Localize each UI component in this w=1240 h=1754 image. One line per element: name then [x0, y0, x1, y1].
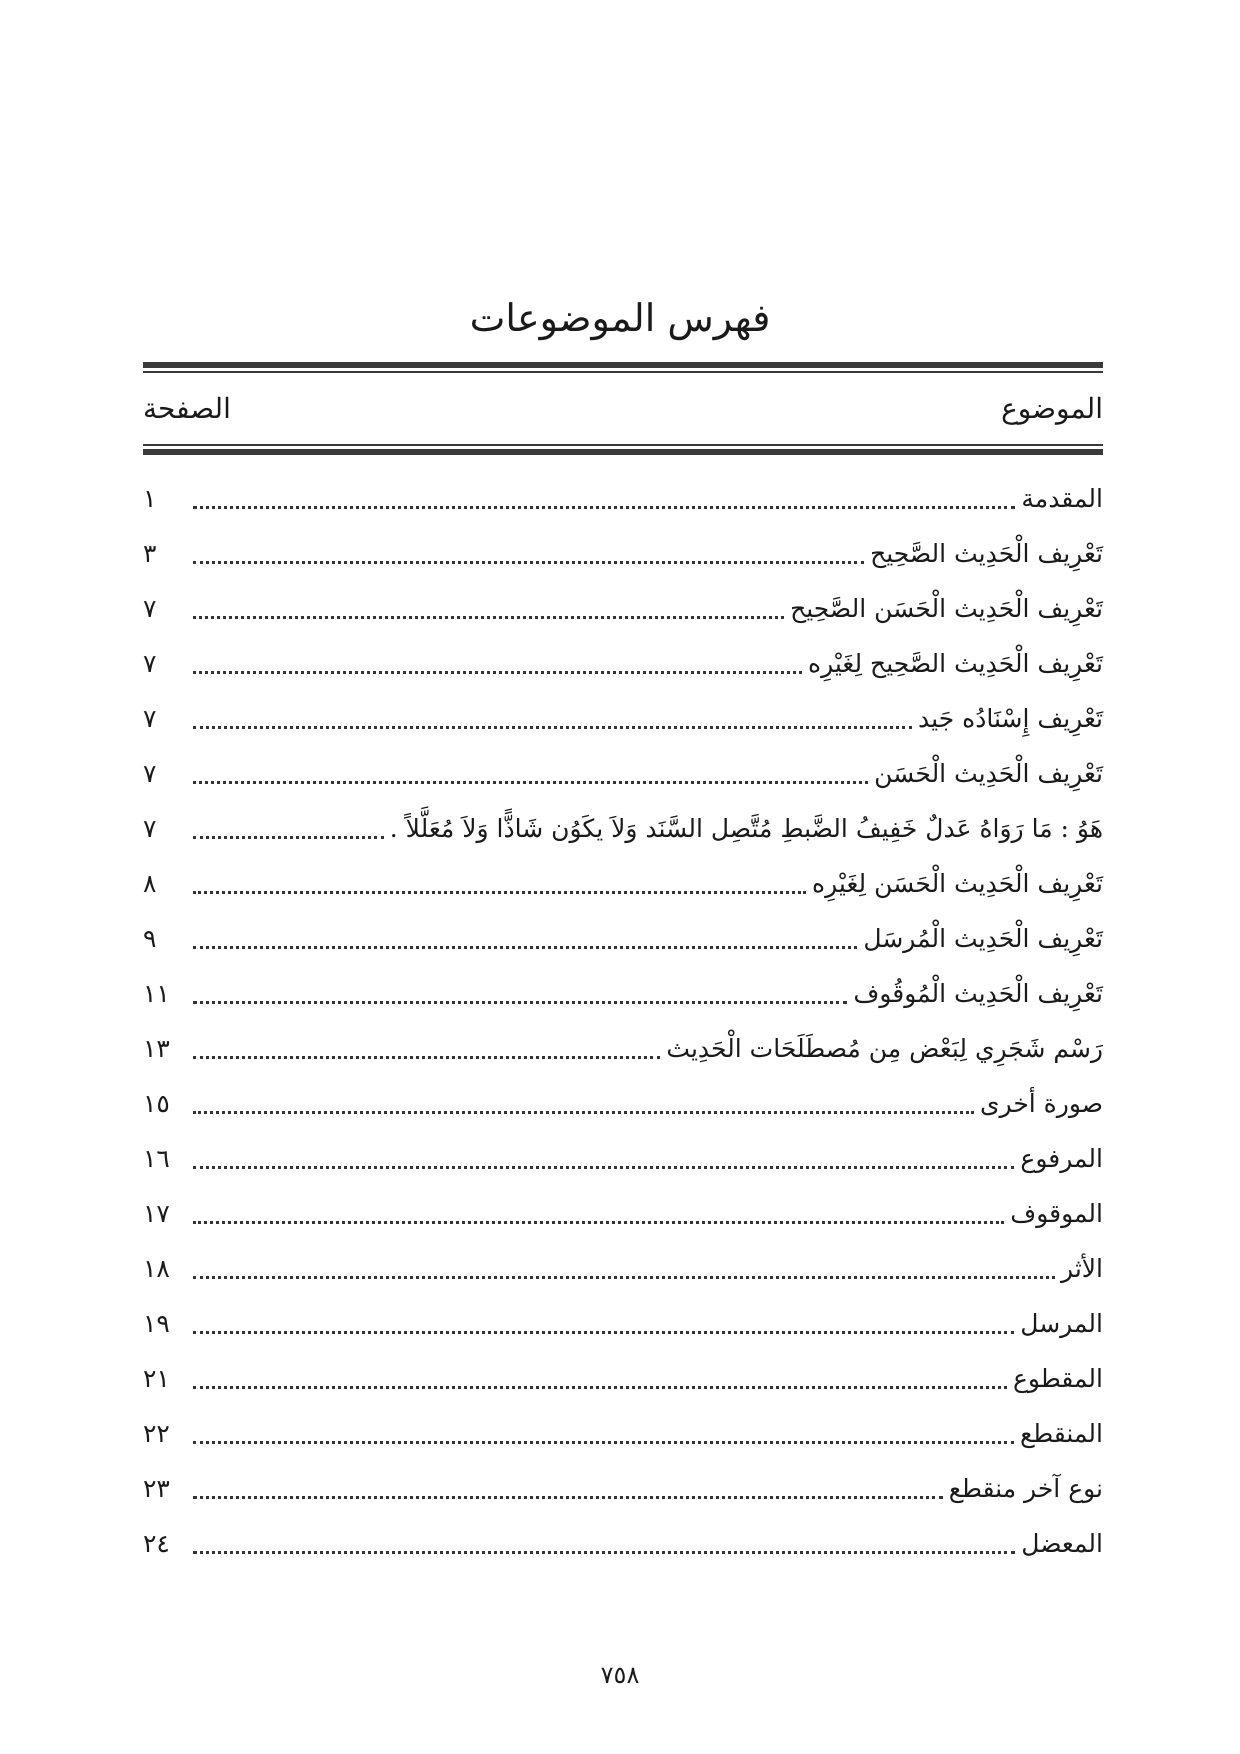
dot-leader	[193, 1055, 660, 1059]
dot-leader	[193, 505, 1015, 509]
page-title: فهرس الموضوعات	[469, 296, 771, 340]
toc-entry-title: المنقطع	[1019, 1419, 1103, 1448]
dot-leader	[193, 890, 806, 894]
toc-list	[143, 464, 1103, 1564]
toc-entry	[143, 1454, 1103, 1509]
topic-column-header: الموضوع	[1001, 392, 1103, 425]
toc-entry-page: ١٩	[143, 1309, 170, 1338]
toc-entry-page: ٢٢	[143, 1419, 170, 1448]
dot-leader	[193, 1385, 1007, 1389]
toc-entry-page: ٨	[143, 869, 157, 898]
toc-entry	[143, 794, 1103, 849]
dot-leader	[193, 1110, 974, 1114]
toc-entry-page: ١٧	[143, 1199, 170, 1228]
toc-entry-title: المقدمة	[1021, 484, 1103, 513]
rule-thin-line	[143, 444, 1103, 446]
toc-entry	[143, 629, 1103, 684]
toc-entry-page: ٧	[143, 814, 157, 843]
toc-entry-title: الموقوف	[1010, 1199, 1103, 1228]
dot-leader	[193, 1220, 1004, 1224]
toc-entry-title: صورة أخرى	[979, 1089, 1103, 1118]
toc-entry	[143, 1399, 1103, 1454]
dot-leader	[193, 780, 868, 784]
toc-entry-title: المرفوع	[1020, 1144, 1103, 1173]
toc-entry-page: ٧	[143, 649, 157, 678]
toc-entry	[143, 1509, 1103, 1564]
toc-entry-title: تَعْرِيف الْحَدِيث الْمُوقُوف	[853, 979, 1103, 1008]
toc-entry-page: ١٥	[143, 1089, 170, 1118]
toc-entry-page: ٩	[143, 924, 157, 953]
toc-entry	[143, 739, 1103, 794]
toc-entry-page: ٧	[143, 594, 157, 623]
toc-entry-title: المرسل	[1020, 1309, 1103, 1338]
dot-leader	[193, 1000, 847, 1004]
dot-leader	[193, 835, 384, 839]
toc-entry-page: ٢٤	[143, 1529, 170, 1558]
toc-entry-page: ١٨	[143, 1254, 170, 1283]
toc-entry-title: الأثر	[1061, 1254, 1103, 1283]
toc-entry	[143, 1069, 1103, 1124]
toc-entry-title: تَعْرِيف الْحَدِيث الْحَسَن	[874, 759, 1103, 788]
toc-entry	[143, 1289, 1103, 1344]
toc-entry-title: المقطوع	[1012, 1364, 1103, 1393]
toc-entry	[143, 1014, 1103, 1069]
toc-entry	[143, 684, 1103, 739]
toc-entry-page: ٧	[143, 759, 157, 788]
toc-entry-title: تَعْرِيف الْحَدِيث الْحَسَن الصَّحِيح	[790, 594, 1103, 623]
dot-leader	[193, 725, 912, 729]
toc-entry	[143, 464, 1103, 519]
toc-entry	[143, 1179, 1103, 1234]
dot-leader	[193, 1495, 943, 1499]
toc-entry-title: المعضل	[1021, 1529, 1103, 1558]
dot-leader	[193, 1165, 1014, 1169]
toc-entry-page: ١٦	[143, 1144, 170, 1173]
rule-thick-line	[143, 362, 1103, 368]
toc-entry-title: رَسْم شَجَرِي لِبَعْض مِن مُصطَلَحَات الْحَدِيث	[666, 1034, 1103, 1063]
toc-entry-page: ٢٣	[143, 1474, 170, 1503]
dot-leader	[193, 670, 802, 674]
toc-entry	[143, 519, 1103, 574]
dot-leader	[193, 1440, 1014, 1444]
header-top-rule	[143, 362, 1103, 376]
toc-entry	[143, 959, 1103, 1014]
toc-entry-title: تَعْرِيف الْحَدِيث الْحَسَن لِغَيْرِه	[812, 869, 1103, 898]
page-number: ٧٥٨	[600, 1661, 640, 1689]
toc-entry	[143, 574, 1103, 629]
toc-entry-title: تَعْرِيف الْحَدِيث الصَّحِيح	[870, 539, 1103, 568]
toc-column-headers	[143, 384, 1103, 434]
toc-entry-title: تَعْرِيف الْحَدِيث الصَّحِيح لِغَيْرِه	[808, 649, 1103, 678]
toc-entry-page: ١٣	[143, 1034, 170, 1063]
toc-entry-page: ١	[143, 484, 157, 513]
dot-leader	[193, 1275, 1055, 1279]
header-bottom-rule	[143, 444, 1103, 458]
toc-entry	[143, 1234, 1103, 1289]
dot-leader	[193, 560, 864, 564]
toc-entry-page: ٣	[143, 539, 157, 568]
toc-entry	[143, 1124, 1103, 1179]
toc-entry-title: هَوُ : مَا رَوَاهُ عَدلٌ خَفِيفُ الضَّبطِ مُتَّصِل السَّنَد وَلاَ يكَوُن شَاذًّا وَلاَ مُعَلَّلاً .	[389, 814, 1103, 843]
toc-entry-page: ١١	[143, 979, 170, 1008]
toc-entry-title: تَعْرِيف الْحَدِيث الْمُرسَل	[863, 924, 1103, 953]
dot-leader	[193, 1330, 1014, 1334]
toc-entry-page: ٢١	[143, 1364, 170, 1393]
toc-entry	[143, 849, 1103, 904]
rule-thin-line	[143, 371, 1103, 373]
toc-entry-page: ٧	[143, 704, 157, 733]
dot-leader	[193, 615, 784, 619]
page-column-header: الصفحة	[143, 392, 231, 425]
toc-entry-title: نوع آخر منقطع	[948, 1474, 1103, 1503]
dot-leader	[193, 945, 857, 949]
toc-entry	[143, 904, 1103, 959]
toc-entry-title: تَعْرِيف إِسْنَادُه جَيد	[918, 704, 1103, 733]
dot-leader	[193, 1550, 1015, 1554]
rule-thick-line	[143, 449, 1103, 455]
toc-entry	[143, 1344, 1103, 1399]
